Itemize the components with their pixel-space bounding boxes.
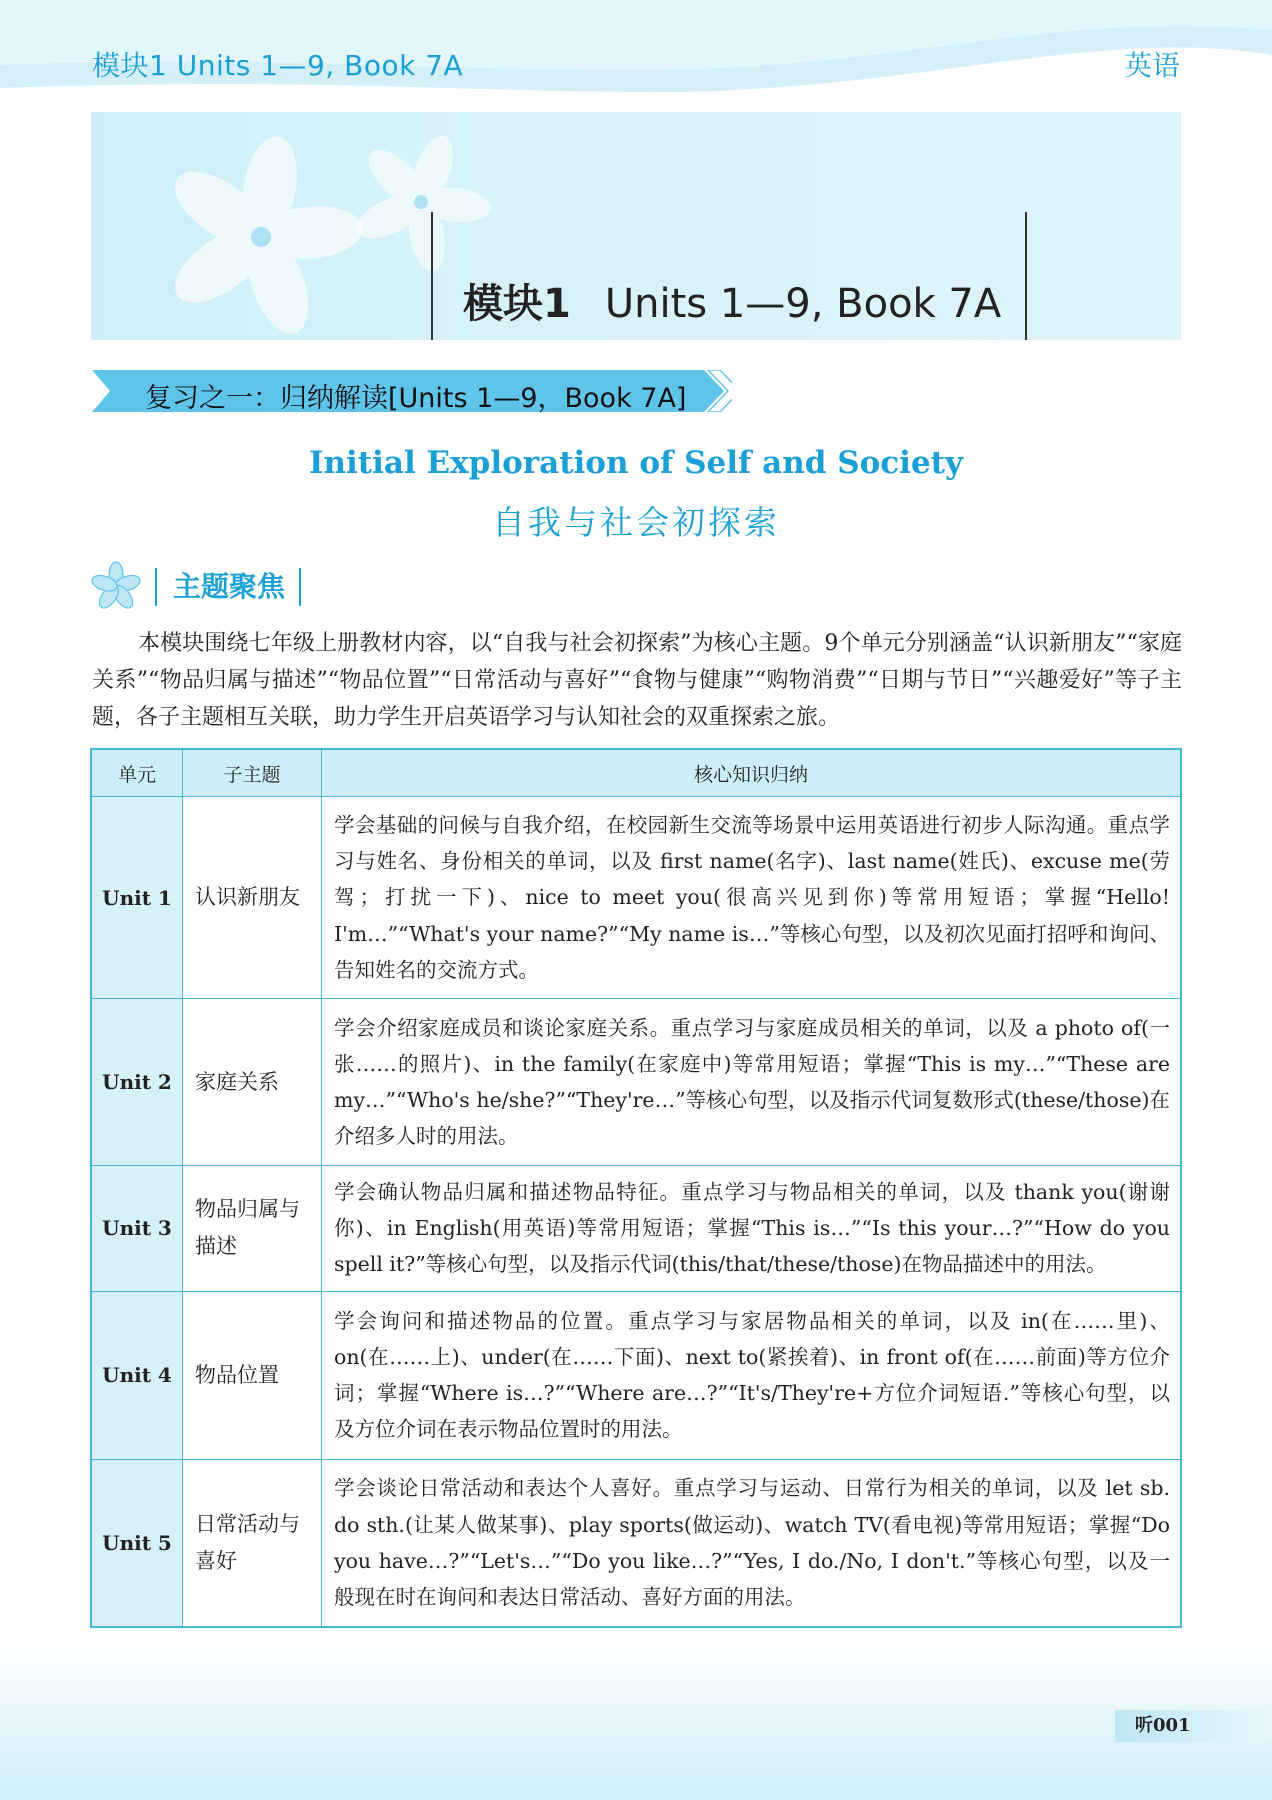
intro-paragraph: 本模块围绕七年级上册教材内容，以“自我与社会初探索”为核心主题。9个单元分别涵盖“认识新朋友”“家庭关系”“物品归属与描述”“物品位置”“日常活动与喜好”“食物与健康”“购物消费”“日期与节日”“兴趣爱好”等子主题，各子主题相互关联，助力学生开启英语学习与认知社会的双重探索之旅。 bbox=[92, 631, 1182, 730]
table-header-row bbox=[91, 749, 1181, 797]
page-title-english: Initial Exploration of Self and Society bbox=[308, 445, 963, 481]
core-knowledge-cell: 学会谈论日常活动和表达个人喜好。重点学习与运动、日常行为相关的单词，以及 let sb. do sth.(让某人做某事)、play sports(做运动)、watch TV(看电视)等常用短语；掌握“Do you have…?”“Let's…”“Do you like…?”“Yes, I do./No, I don't.”等核心句型，以及一般现在时在询问和表达日常活动、喜好方面的用法。 bbox=[322, 1459, 1182, 1627]
unit-cell: Unit 2 bbox=[91, 999, 183, 1166]
running-header-module: 模块1 Units 1—9, Book 7A bbox=[92, 49, 464, 82]
star-flower-icon bbox=[90, 560, 142, 612]
table-row bbox=[91, 797, 1181, 999]
subtopic-cell: 家庭关系 bbox=[183, 999, 322, 1166]
subtopic-cell: 物品位置 bbox=[183, 1291, 322, 1459]
table-row bbox=[91, 1459, 1181, 1627]
column-header: 核心知识归纳 bbox=[322, 749, 1182, 797]
section-bar-label: 复习之一：归纳解读[Units 1—9，Book 7A] bbox=[145, 383, 687, 414]
module-units: Units 1—9, Book 7A bbox=[604, 281, 1002, 327]
core-knowledge-cell: 学会基础的问候与自我介绍，在校园新生交流等场景中运用英语进行初步人际沟通。重点学习与姓名、身份相关的单词，以及 first name(名字)、last name(姓氏)、excuse me(劳驾；打扰一下)、nice to meet you(很高兴见到你)等常用短语；掌握“Hello! I'm…”“What's your name?”“My name is…”等核心句型，以及初次见面打招呼和询问、告知姓名的交流方式。 bbox=[322, 797, 1182, 999]
unit-cell: Unit 3 bbox=[91, 1166, 183, 1292]
core-knowledge-cell: 学会介绍家庭成员和谈论家庭关系。重点学习与家庭成员相关的单词，以及 a photo of(一张……的照片)、in the family(在家庭中)等常用短语；掌握“This is my…”“These are my…”“Who's he/she?”“They're…”等核心句型，以及指示代词复数形式(these/those)在介绍多人时的用法。 bbox=[322, 999, 1182, 1166]
subtopic-cell: 认识新朋友 bbox=[183, 797, 322, 999]
unit-cell: Unit 4 bbox=[91, 1291, 183, 1459]
subtopic-cell: 日常活动与喜好 bbox=[183, 1459, 322, 1627]
core-knowledge-cell: 学会确认物品归属和描述物品特征。重点学习与物品相关的单词，以及 thank you(谢谢你)、in English(用英语)等常用短语；掌握“This is…”“Is this your…?”“How do you spell it?”等核心句型，以及指示代词(this/that/these/those)在物品描述中的用法。 bbox=[322, 1166, 1182, 1292]
knowledge-table bbox=[90, 748, 1182, 1628]
module-title bbox=[431, 212, 1027, 340]
subtopic-cell: 物品归属与描述 bbox=[183, 1166, 322, 1292]
column-header: 单元 bbox=[91, 749, 183, 797]
running-header-subject: 英语 bbox=[1123, 49, 1180, 82]
table-row bbox=[91, 1166, 1181, 1292]
column-header: 子主题 bbox=[183, 749, 322, 797]
page-title-chinese: 自我与社会初探索 bbox=[492, 503, 780, 542]
page-number: 听001 bbox=[1115, 1710, 1272, 1742]
table-row bbox=[91, 1291, 1181, 1459]
table-row bbox=[91, 999, 1181, 1166]
section-heading: 主题聚焦 bbox=[155, 568, 301, 606]
core-knowledge-cell: 学会询问和描述物品的位置。重点学习与家居物品相关的单词，以及 in(在……里)、on(在……上)、under(在……下面)、next to(紧挨着)、in front of(在……前面)等方位介词；掌握“Where is…?”“Where are…?”“It's/They're+方位介词短语.”等核心句型，以及方位介词在表示物品位置时的用法。 bbox=[322, 1291, 1182, 1459]
module-banner bbox=[91, 112, 1181, 340]
footer-wave-decoration bbox=[0, 1640, 1272, 1800]
unit-cell: Unit 1 bbox=[91, 797, 183, 999]
module-label: 模块1 bbox=[463, 281, 571, 327]
unit-cell: Unit 5 bbox=[91, 1459, 183, 1627]
